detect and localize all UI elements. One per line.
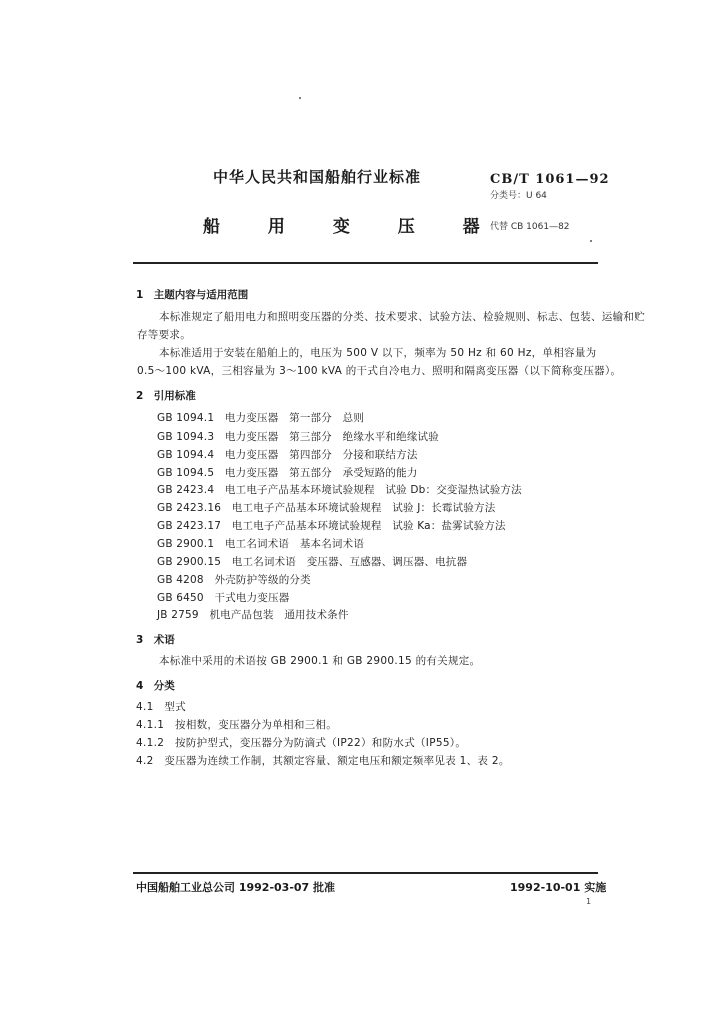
scan-speck: [590, 240, 592, 242]
reference-item: JB 2759 机电产品包装 通用技术条件: [157, 609, 349, 621]
subsection-4-1-1: 4.1.1 按相数，变压器分为单相和三相。: [136, 719, 338, 731]
section-1-heading: 1 主题内容与适用范围: [136, 289, 249, 301]
section-1-para2-line2: 0.5～100 kVA，三相容量为 3～100 kVA 的干式自冷电力、照明和隔离变压器（以下简称变压器）。: [137, 365, 622, 377]
section-4-heading: 4 分类: [136, 680, 175, 692]
reference-item: GB 2900.1 电工名词术语 基本名词术语: [157, 538, 365, 550]
reference-item: GB 2423.17 电工电子产品基本环境试验规程 试验 Ka：盐雾试验方法: [157, 520, 506, 532]
subsection-4-1-2: 4.1.2 按防护型式，变压器分为防滴式（IP22）和防水式（IP55）。: [136, 737, 467, 749]
reference-item: GB 4208 外壳防护等级的分类: [157, 574, 311, 586]
reference-item: GB 1094.5 电力变压器 第五部分 承受短路的能力: [157, 467, 418, 479]
page-number: 1: [586, 897, 592, 906]
section-1-para1-line1: 本标准规定了船用电力和照明变压器的分类、技术要求、试验方法、检验规则、标志、包装、运输和贮: [159, 311, 645, 323]
section-3-heading: 3 术语: [136, 634, 175, 646]
subsection-4-1: 4.1 型式: [136, 701, 186, 713]
reference-item: GB 1094.1 电力变压器 第一部分 总则: [157, 412, 365, 424]
section-1-para2-line1: 本标准适用于安装在船舶上的，电压为 500 V 以下，频率为 50 Hz 和 60 Hz，单相容量为: [159, 347, 597, 359]
reference-item: GB 1094.4 电力变压器 第四部分 分接和联结方法: [157, 449, 418, 461]
reference-item: GB 6450 干式电力变压器: [157, 592, 290, 604]
scan-speck: [299, 97, 301, 99]
replaces-standard: 代替 CB 1061—82: [490, 222, 570, 232]
standard-code: CB/T 1061—92: [490, 172, 610, 187]
approval-line: 中国船舶工业总公司 1992-03-07 批准: [136, 881, 336, 894]
header-divider: [133, 262, 598, 264]
reference-item: GB 2423.16 电工电子产品基本环境试验规程 试验 J：长霉试验方法: [157, 502, 496, 514]
implementation-date: 1992-10-01 实施: [510, 881, 607, 894]
standard-title: 中华人民共和国船舶行业标准: [213, 168, 422, 186]
reference-item: GB 2900.15 电工名词术语 变压器、互感器、调压器、电抗器: [157, 556, 468, 568]
section-3-para: 本标准中采用的术语按 GB 2900.1 和 GB 2900.15 的有关规定。: [159, 655, 481, 667]
document-title: 船 用 变 压 器: [203, 217, 482, 237]
reference-item: GB 2423.4 电工电子产品基本环境试验规程 试验 Db：交变湿热试验方法: [157, 484, 522, 496]
footer-divider: [133, 872, 598, 874]
section-2-heading: 2 引用标准: [136, 390, 196, 402]
reference-item: GB 1094.3 电力变压器 第三部分 绝缘水平和绝缘试验: [157, 431, 439, 443]
subsection-4-2: 4.2 变压器为连续工作制，其额定容量、额定电压和额定频率见表 1、表 2。: [136, 755, 510, 767]
section-1-para1-line2: 存等要求。: [137, 329, 191, 341]
classification-number: 分类号：U 64: [490, 191, 547, 201]
standard-code-block: [490, 172, 610, 201]
